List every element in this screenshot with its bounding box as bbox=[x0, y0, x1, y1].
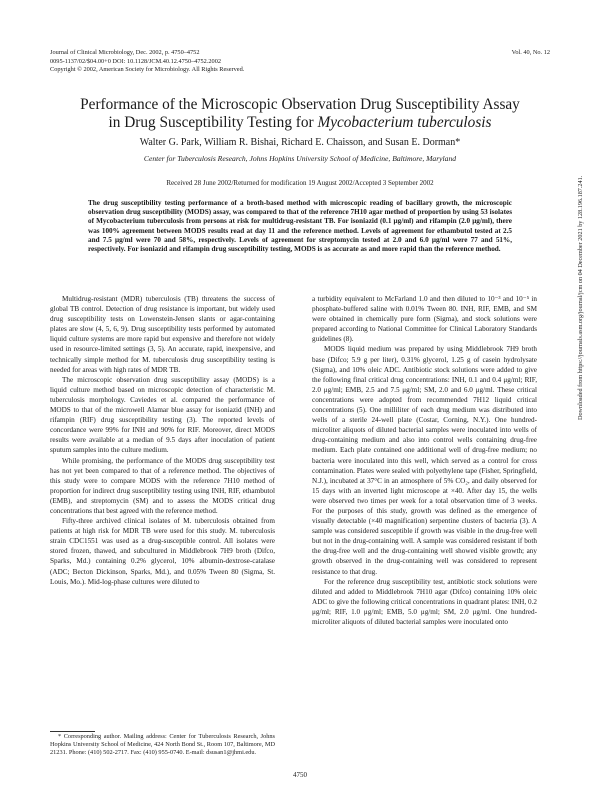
abstract: The drug susceptibility testing performance of a broth-based method with microscopic reading of bacillary growth, the microscopic observation drug susceptibility (MODS) assay, was compared to that of the reference 7H10 agar method of proportion by using 53 isolates of Mycobacterium tuberculosis from persons at risk for multidrug-resistant TB. For isoniazid (0.1 μg/ml) and rifampin (2.0 μg/ml), there was 100% agreement between MODS results read at day 11 and the reference method. Levels of agreement for ethambutol tested at 2.5 and 7.5 μg/ml were 70 and 58%, respectively. Levels of agreement for streptomycin tested at 2.0 and 6.0 μg/ml were 77 and 51%, respectively. For isoniazid and rifampin drug susceptibility testing, MODS is as accurate as and more rapid than the reference method. bbox=[88, 199, 512, 254]
issn-doi: 0095-1137/02/$04.00+0 DOI: 10.1128/JCM.40.12.4750–4752.2002 bbox=[50, 57, 222, 65]
copyright: Copyright © 2002, American Society for Microbiology. All Rights Reserved. bbox=[50, 66, 245, 74]
paragraph: For the reference drug susceptibility test, antibiotic stock solutions were diluted and added to Middlebrook 7H10 agar (Difco) containing 10% oleic ADC to give the following critical concentrations in quadrant plates: INH, 0.2 μg/ml; RIF, 1.0 μg/ml; EMB, 5.0 μg/ml; SM, 2.0 μg/ml. One hundred-microliter aliquots of diluted bacterial samples were inoculated onto bbox=[312, 577, 537, 626]
title-line-1: Performance of the Microscopic Observation Drug Susceptibility Assay bbox=[80, 96, 520, 113]
body-column-right bbox=[312, 294, 537, 627]
corresponding-author-footnote: * Corresponding author. Mailing address: Center for Tuberculosis Research, Johns Hopkins University School of Medicine, 424 North Bond St., Room 107, Baltimore, MD 21231. Phone: (410) 502-2717. Fax: (410) 955-0740. E-mail: dsusan1@jhmi.edu. bbox=[50, 733, 275, 756]
journal-citation: Journal of Clinical Microbiology, Dec. 2002, p. 4750–4752 bbox=[50, 49, 200, 56]
footnote-divider bbox=[50, 731, 95, 732]
paragraph: MODS liquid medium was prepared by using Middlebrook 7H9 broth base (Difco; 5.9 g per liter), 0.31% glycerol, 1.25 g of casein hydrolysate (Sigma), and 10% oleic ADC. Antibiotic stock solutions were added to give the following final critical drug concentrations: INH, 0.1 and 0.4 μg/ml; RIF, 2.0 μg/ml; EMB, 2.5 and 7.5 μg/ml; SM, 2.0 and 6.0 μg/ml. These critical concentrations were adopted from recommended 7H12 liquid critical concentrations (5). One milliliter of each drug medium was distributed into wells of a sterile 24-well plate (Costar, Corning, N.Y.). One hundred-microliter aliquots of diluted bacterial samples were inoculated into wells of drug-containing medium and also into control wells containing drug-free medium. Each plate contained one additional well of drug-free medium; no bacteria were inoculated into this well, which served as a control for cross contamination. Plates were sealed with polyethylene tape (Fisher, Springfield, N.J.), incubated at 37°C in an atmosphere of 5% CO₂, and daily observed for 15 days with an inverted light microscope at ×40. After day 15, the wells were observed two times per week for a total observation time of 3 weeks. For the purposes of this study, growth was defined as the emergence of visually detectable (×40 magnification) serpentine clusters of bacteria (3). A sample was considered susceptible if growth was visible in the drug-free well but not in the drug-containing well. A sample was considered resistant if both the drug-free well and the drug-containing well showed visible growth; any growth observed in the drug-containing well was considered to represent resistance to that drug. bbox=[312, 345, 537, 576]
paragraph: Fifty-three archived clinical isolates of M. tuberculosis obtained from patients at high risk for MDR TB were used for this study. M. tuberculosis strain CDC1551 was used as a drug-susceptible control. All isolates were stored frozen, thawed, and subcultured in Middlebrook 7H9 broth (Difco, Sparks, Md.) containing 0.2% glycerol, 10% albumin-dextrose-catalase (ADC; Becton Dickinson, Sparks, Md.), and 0.05% Tween 80 (Sigma, St. Louis, Mo.). Mid-log-phase cultures were diluted to bbox=[50, 517, 275, 586]
paragraph: While promising, the performance of the MODS drug susceptibility test has not yet been compared to that of a reference method. The objectives of this study were to compare MODS with the reference 7H10 method of proportion for indirect drug susceptibility testing using INH, RIF, ethambutol (EMB), and streptomycin (SM) and to assess the MODS critical drug concentrations that best agreed with the reference method. bbox=[50, 456, 275, 515]
journal-header bbox=[50, 49, 244, 75]
paragraph: a turbidity equivalent to McFarland 1.0 and then diluted to 10⁻³ and 10⁻⁵ in phosphate-buffered saline with 0.01% Tween 80. INH, RIF, EMB, and SM were obtained in chemically pure form (Sigma), and stock solutions were prepared according to National Committee for Clinical Laboratory Standards guidelines (8). bbox=[312, 295, 537, 344]
page-number: 4750 bbox=[293, 771, 307, 779]
download-watermark: Downloaded from https://journals.asm.org/journal/jcm on 04 December 2021 by 128.196.187.241. bbox=[577, 175, 584, 420]
authors: Walter G. Park, William R. Bishai, Richard E. Chaisson, and Susan E. Dorman* bbox=[139, 137, 461, 148]
volume-issue: Vol. 40, No. 12 bbox=[511, 49, 550, 56]
paragraph: The microscopic observation drug susceptibility assay (MODS) is a liquid culture method based on microscopic detection of characteristic M. tuberculosis morphology. Caviedes et al. compared the performance of MODS to that of the microwell Alamar blue assay for isoniazid (INH) and rifampin (RIF) drug susceptibility testing (3). The reported levels of concordance were 99% for INH and 90% for RIF. Moreover, direct MODS results were available at a median of 9.5 days after inoculation of patient sputum samples into the culture medium. bbox=[50, 375, 275, 455]
received-dates: Received 28 June 2002/Returned for modification 19 August 2002/Accepted 3 September 2002 bbox=[166, 179, 434, 187]
title-line-2: in Drug Susceptibility Testing for Mycobacterium tuberculosis bbox=[108, 114, 492, 131]
body-column-left bbox=[50, 294, 275, 587]
paragraph: Multidrug-resistant (MDR) tuberculosis (TB) threatens the success of global TB control. Detection of drug resistance is important, but widely used drug susceptibility tests on Lowenstein-Jensen slants or agar-containing plates are slow (4, 5, 6, 9). Drug susceptibility tests performed by automated liquid culture systems are more rapid but expensive and therefore not widely used in resource-limited settings (3, 5). An accurate, rapid, inexpensive, and technically simple method for M. tuberculosis drug susceptibility testing is needed for areas with high rates of MDR TB. bbox=[50, 295, 275, 374]
affiliation: Center for Tuberculosis Research, Johns Hopkins University School of Medicine, Baltimore, Maryland bbox=[143, 154, 457, 163]
article-title bbox=[40, 96, 560, 132]
